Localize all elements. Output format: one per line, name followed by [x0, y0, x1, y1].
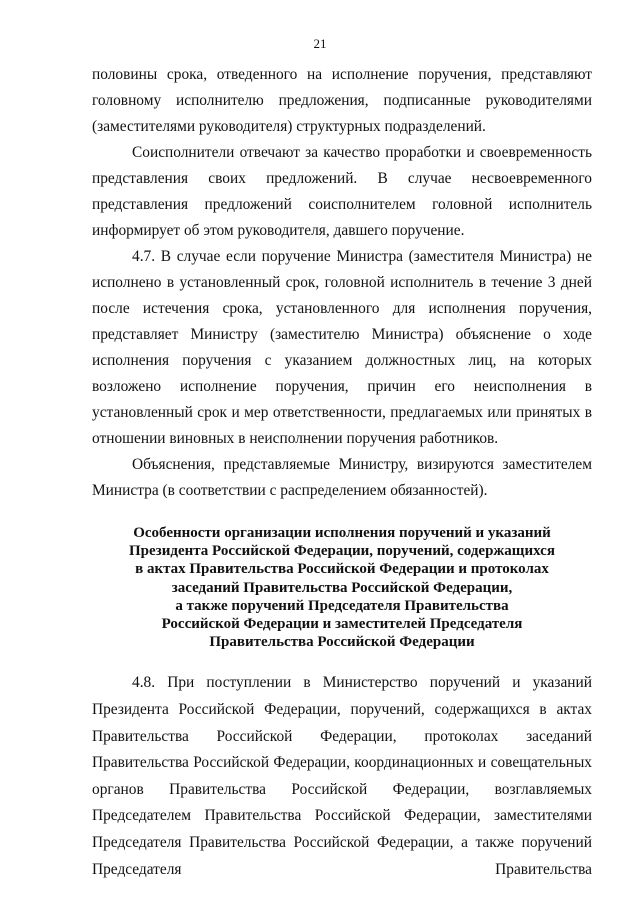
paragraph-explanations: Объяснения, представляемые Министру, визируются заместителем Министра (в соответствии с распределением обязанностей). — [92, 456, 592, 499]
page-number: 21 — [313, 36, 327, 51]
heading-line: Правительства Российской Федерации — [209, 634, 475, 651]
heading-line: в актах Правительства Российской Федерации и протоколах — [135, 561, 549, 578]
paragraph-continuation: половины срока, отведенного на исполнение поручения, представляют головному исполнителю предложения, подписанные руководителями (заместителями руководителя) структурных подразделений. — [92, 66, 592, 135]
document-body — [92, 62, 592, 883]
section-heading — [92, 524, 592, 651]
heading-line: Президента Российской Федерации, поручений, содержащихся — [129, 543, 555, 560]
paragraph-coexecutors: Соисполнители отвечают за качество проработки и своевременность представления своих предложений. В случае несвоевременного представления предложений соисполнителем головной исполнитель информирует об этом руководителя, давшего поручение. — [92, 144, 592, 239]
paragraph-4-8: 4.8. При поступлении в Министерство поручений и указаний Президента Российской Федерации, поручений, содержащихся в актах Правительства Российской Федерации, протоколах заседаний Правительства Российской Федерации, координационных и совещательных органов Правительства Российской Федерации, возглавляемых Председателем Правительства Российской Федерации, заместителями Председателя Правительства Российской Федерации, а также поручений Председателя Правительства — [92, 674, 592, 878]
heading-line: а также поручений Председателя Правительства — [175, 597, 509, 614]
heading-line: Особенности организации исполнения поручений и указаний — [133, 525, 551, 541]
heading-line: заседаний Правительства Российской Федерации, — [171, 579, 513, 596]
paragraph-4-7: 4.7. В случае если поручение Министра (заместителя Министра) не исполнено в установленный срок, головной исполнитель в течение 3 дней после истечения срока, установленного для исполнения поручения, представляет Министру (заместителю Министра) объяснение о ходе исполнения поручения с указанием должностных лиц, на которых возложено исполнение поручения, причин его неисполнения в установленный срок и мер ответственности, предлагаемых или принятых в отношении виновных в неисполнении поручения работников. — [92, 248, 592, 447]
section-4-8 — [92, 670, 592, 883]
heading-line: Российской Федерации и заместителей Председателя — [161, 616, 523, 633]
